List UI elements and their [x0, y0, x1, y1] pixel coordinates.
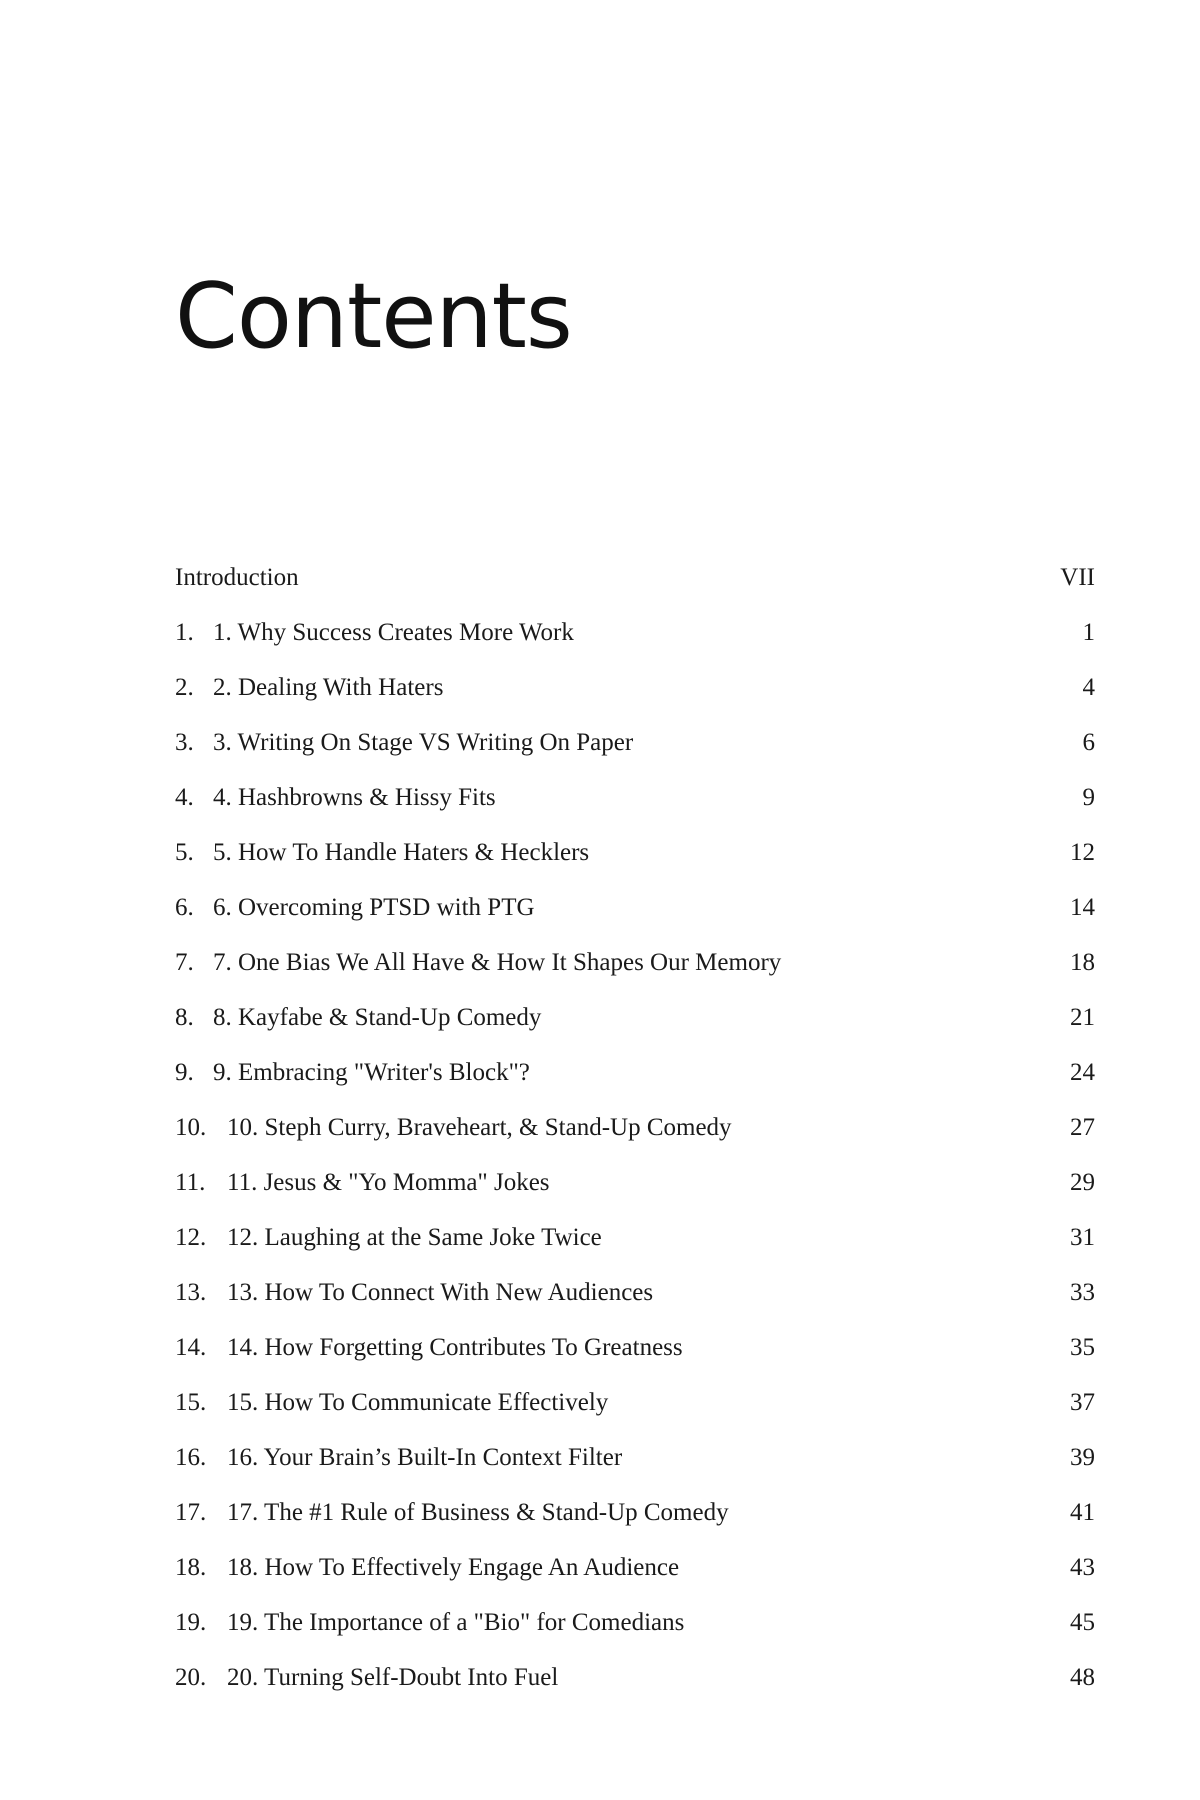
toc-entry-label: 15. How To Communicate Effectively: [227, 1388, 609, 1416]
toc-entry-page: 33: [1070, 1278, 1095, 1306]
toc-entry-number: 8.: [175, 1003, 194, 1031]
toc-entry[interactable]: [175, 1650, 1095, 1705]
toc-entry-number: 19.: [175, 1608, 207, 1636]
toc-entry-label: 5. How To Handle Haters & Hecklers: [213, 838, 590, 866]
toc-entry[interactable]: [175, 880, 1095, 935]
toc-entry-page: 37: [1070, 1388, 1095, 1416]
toc-entry-page: 14: [1070, 893, 1095, 921]
toc-entry-page: 48: [1070, 1663, 1095, 1691]
toc-entry-label: 6. Overcoming PTSD with PTG: [213, 893, 535, 921]
toc-entry-page: 9: [1082, 783, 1095, 811]
toc-entry-label: 18. How To Effectively Engage An Audience: [227, 1553, 680, 1581]
toc-entry-label: 20. Turning Self-Doubt Into Fuel: [227, 1663, 559, 1691]
toc-entry-page: 27: [1070, 1113, 1095, 1141]
toc-entry[interactable]: [175, 1045, 1095, 1100]
toc-entry-number: 10.: [175, 1113, 207, 1141]
toc-entry-label: 2. Dealing With Haters: [213, 673, 444, 701]
toc-entry-introduction[interactable]: [175, 550, 1095, 605]
toc-entry-number: 1.: [175, 618, 194, 646]
toc-entry-page: 35: [1070, 1333, 1095, 1361]
toc-entry-page: 45: [1070, 1608, 1095, 1636]
toc-entry-label: 8. Kayfabe & Stand-Up Comedy: [213, 1003, 542, 1031]
toc-entry-number: 11.: [175, 1168, 206, 1196]
toc-entry[interactable]: [175, 1155, 1095, 1210]
toc-entry-label: 10. Steph Curry, Braveheart, & Stand-Up Comedy: [227, 1113, 732, 1141]
toc-entry-number: 12.: [175, 1223, 207, 1251]
page-title: Contents: [175, 264, 572, 369]
toc-entry-label: 13. How To Connect With New Audiences: [227, 1278, 654, 1306]
toc-entry-number: 18.: [175, 1553, 207, 1581]
toc-entry[interactable]: [175, 1540, 1095, 1595]
toc-entry-page: 4: [1082, 673, 1095, 701]
toc-entry[interactable]: [175, 660, 1095, 715]
toc-entry-page: 31: [1070, 1223, 1095, 1251]
toc-entry-page: 41: [1070, 1498, 1095, 1526]
toc-entry-number: 5.: [175, 838, 194, 866]
toc-entry-page: 12: [1070, 838, 1095, 866]
toc-entry[interactable]: [175, 605, 1095, 660]
toc-entry-number: 2.: [175, 673, 194, 701]
toc-entry[interactable]: [175, 1265, 1095, 1320]
toc-entry[interactable]: [175, 1320, 1095, 1375]
toc-entry-label: 4. Hashbrowns & Hissy Fits: [213, 783, 496, 811]
toc-entry-number: 20.: [175, 1663, 207, 1691]
toc-entry-label: 19. The Importance of a "Bio" for Comedians: [227, 1608, 685, 1636]
toc-entry-number: 3.: [175, 728, 194, 756]
toc-entry-number: 14.: [175, 1333, 207, 1361]
toc-entry[interactable]: [175, 770, 1095, 825]
toc-entry-label: 9. Embracing "Writer's Block"?: [213, 1058, 530, 1086]
toc-entry[interactable]: [175, 1485, 1095, 1540]
toc-entry-number: 16.: [175, 1443, 207, 1471]
toc-entry[interactable]: [175, 1430, 1095, 1485]
toc-entry-page: 39: [1070, 1443, 1095, 1471]
toc-entry-page: VII: [1060, 563, 1095, 591]
toc-entry-number: 17.: [175, 1498, 207, 1526]
toc-entry-page: 43: [1070, 1553, 1095, 1581]
toc-entry-page: 18: [1070, 948, 1095, 976]
toc-entry-label: 14. How Forgetting Contributes To Greatness: [227, 1333, 683, 1361]
toc-entry-number: 7.: [175, 948, 194, 976]
toc-entry-label: 1. Why Success Creates More Work: [213, 618, 574, 646]
toc-entry-page: 29: [1070, 1168, 1095, 1196]
toc-entry-number: 9.: [175, 1058, 194, 1086]
toc-entry-number: 15.: [175, 1388, 207, 1416]
toc-entry-label: 17. The #1 Rule of Business & Stand-Up Comedy: [227, 1498, 729, 1526]
toc-entry[interactable]: [175, 715, 1095, 770]
toc-entry-label: 11. Jesus & "Yo Momma" Jokes: [227, 1168, 550, 1196]
toc-entry[interactable]: [175, 990, 1095, 1045]
toc-entry-number: 6.: [175, 893, 194, 921]
table-of-contents: [175, 550, 1095, 1705]
toc-entry-page: 24: [1070, 1058, 1095, 1086]
toc-entry[interactable]: [175, 825, 1095, 880]
toc-entry[interactable]: [175, 935, 1095, 990]
toc-entry-page: 21: [1070, 1003, 1095, 1031]
toc-entry-page: 1: [1082, 618, 1095, 646]
toc-entry-label: 7. One Bias We All Have & How It Shapes Our Memory: [213, 948, 782, 976]
toc-entry-label: 16. Your Brain’s Built-In Context Filter: [227, 1443, 623, 1471]
toc-entry[interactable]: [175, 1375, 1095, 1430]
toc-entry-page: 6: [1082, 728, 1095, 756]
toc-entry-label: 12. Laughing at the Same Joke Twice: [227, 1223, 602, 1251]
toc-entry-label: 3. Writing On Stage VS Writing On Paper: [213, 728, 634, 756]
toc-entry[interactable]: [175, 1595, 1095, 1650]
toc-entry-number: 4.: [175, 783, 194, 811]
toc-entry-label: Introduction: [175, 563, 299, 591]
toc-entry[interactable]: [175, 1100, 1095, 1155]
toc-entry[interactable]: [175, 1210, 1095, 1265]
toc-entry-number: 13.: [175, 1278, 207, 1306]
